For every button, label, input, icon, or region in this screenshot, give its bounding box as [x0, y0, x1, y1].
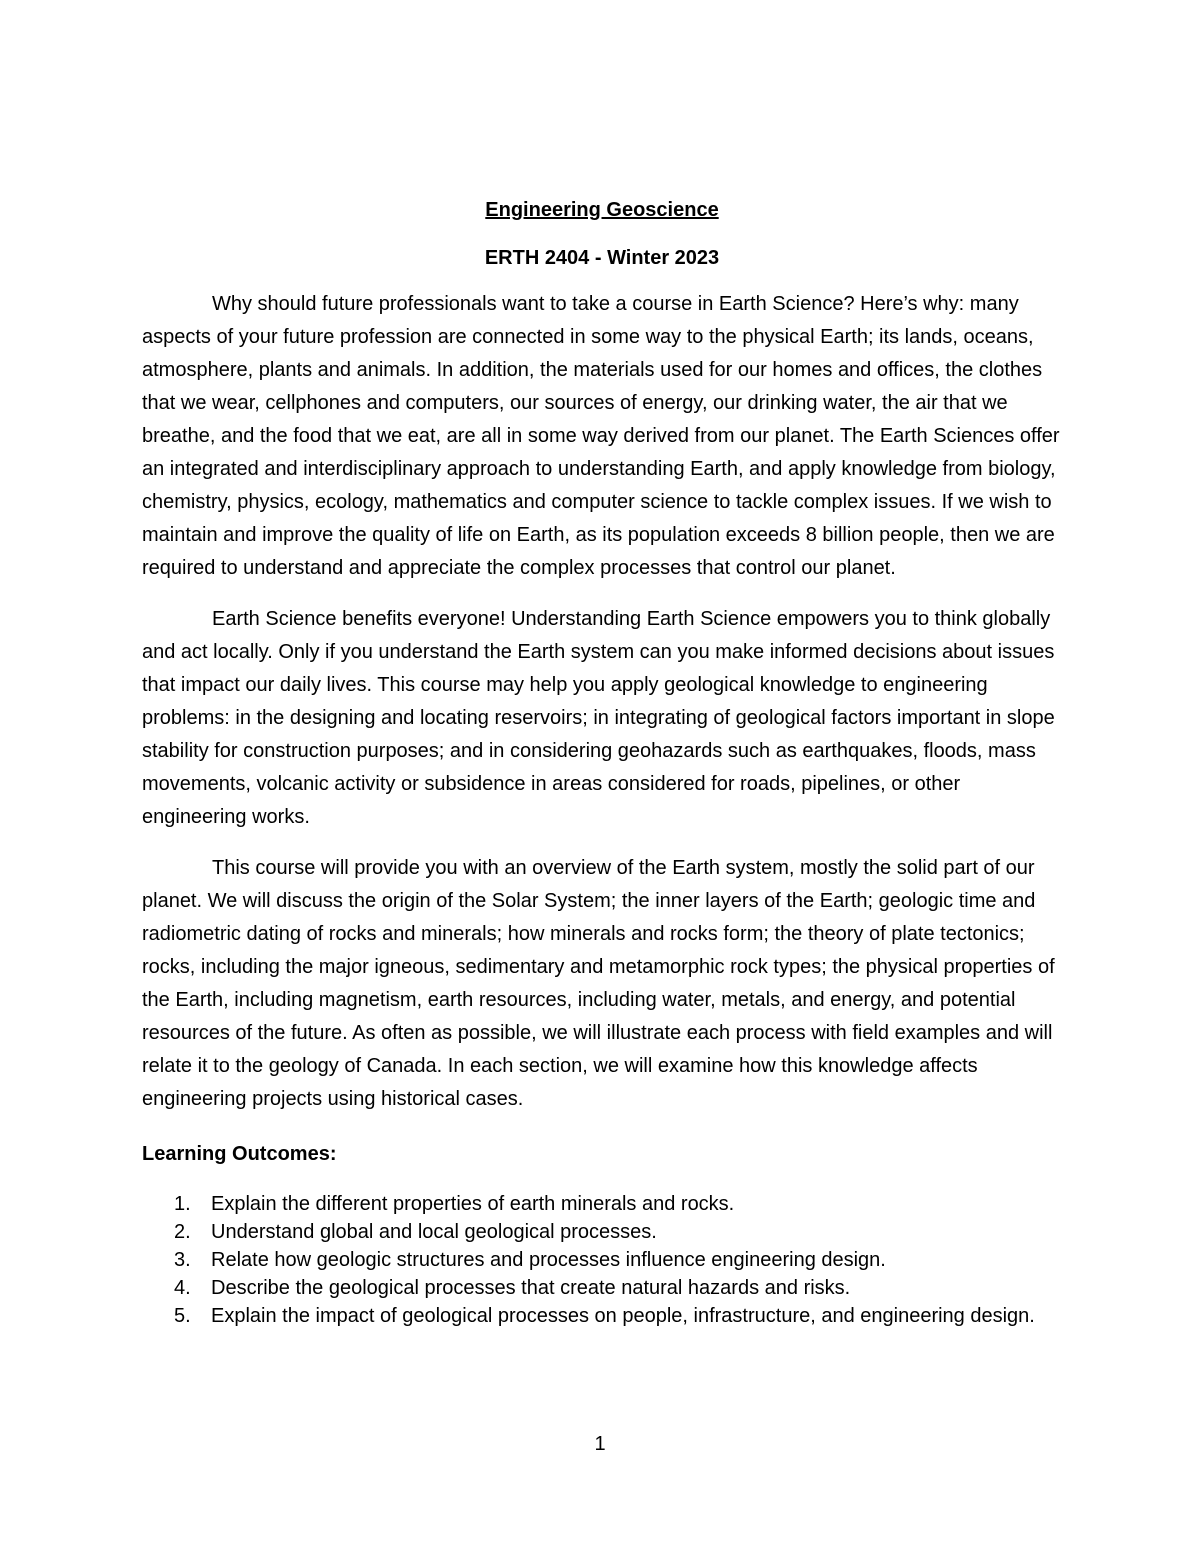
learning-outcome-item: [142, 1218, 1062, 1246]
learning-outcomes-heading: Learning Outcomes:: [142, 1143, 337, 1165]
learning-outcome-text: Explain the different properties of earth minerals and rocks.: [211, 1193, 735, 1215]
list-number: 4.: [174, 1277, 191, 1299]
page-content: [142, 196, 1062, 1330]
learning-outcome-item: [142, 1246, 1062, 1274]
document-title: Engineering Geoscience: [485, 199, 719, 221]
list-number: 3.: [174, 1249, 191, 1271]
learning-outcome-item: [142, 1302, 1062, 1330]
learning-outcome-item: [142, 1274, 1062, 1302]
list-number: 5.: [174, 1305, 191, 1327]
list-number: 2.: [174, 1221, 191, 1243]
learning-outcomes-list: [142, 1190, 1062, 1330]
course-code: ERTH 2404 - Winter 2023: [484, 247, 720, 269]
intro-paragraph: Why should future professionals want to take a course in Earth Science? Here’s why: many aspects of your future profession are connected in some way to the physical Earth; its lands, oceans, atmosphere, plants and animals. In addition, the materials used for our homes and offices, the clothes that we wear, cellphones and computers, our sources of energy, our drinking water, the air that we breathe, and the food that we eat, are all in some way derived from our planet. The Earth Sciences offer an integrated and interdisciplinary approach to understanding Earth, and apply knowledge from biology, chemistry, physics, ecology, mathematics and computer science to tackle complex issues. If we wish to maintain and improve the quality of life on Earth, as its population exceeds 8 billion people, then we are required to understand and appreciate the complex processes that control our planet.: [142, 293, 1060, 579]
learning-outcome-text: Describe the geological processes that create natural hazards and risks.: [211, 1277, 851, 1299]
overview-paragraph: This course will provide you with an overview of the Earth system, mostly the solid part of our planet. We will discuss the origin of the Solar System; the inner layers of the Earth; geologic time and radiometric dating of rocks and minerals; how minerals and rocks form; the theory of plate tectonics; rocks, including the major igneous, sedimentary and metamorphic rock types; the physical properties of the Earth, including magnetism, earth resources, including water, metals, and energy, and potential resources of the future. As often as possible, we will illustrate each process with field examples and will relate it to the geology of Canada. In each section, we will examine how this knowledge affects engineering projects using historical cases.: [142, 857, 1055, 1110]
page-number: 1: [594, 1433, 606, 1455]
learning-outcome-text: Understand global and local geological processes.: [211, 1221, 657, 1243]
learning-outcome-item: [142, 1190, 1062, 1218]
learning-outcome-text: Relate how geologic structures and processes influence engineering design.: [211, 1249, 886, 1271]
learning-outcome-text: Explain the impact of geological processes on people, infrastructure, and engineering design.: [211, 1305, 1035, 1327]
list-number: 1.: [174, 1193, 191, 1215]
benefits-paragraph: Earth Science benefits everyone! Understanding Earth Science empowers you to think globally and act locally. Only if you understand the Earth system can you make informed decisions about issues that impact our daily lives. This course may help you apply geological knowledge to engineering problems: in the designing and locating reservoirs; in integrating of geological factors important in slope stability for construction purposes; and in considering geohazards such as earthquakes, floods, mass movements, volcanic activity or subsidence in areas considered for roads, pipelines, or other engineering works.: [142, 608, 1055, 828]
